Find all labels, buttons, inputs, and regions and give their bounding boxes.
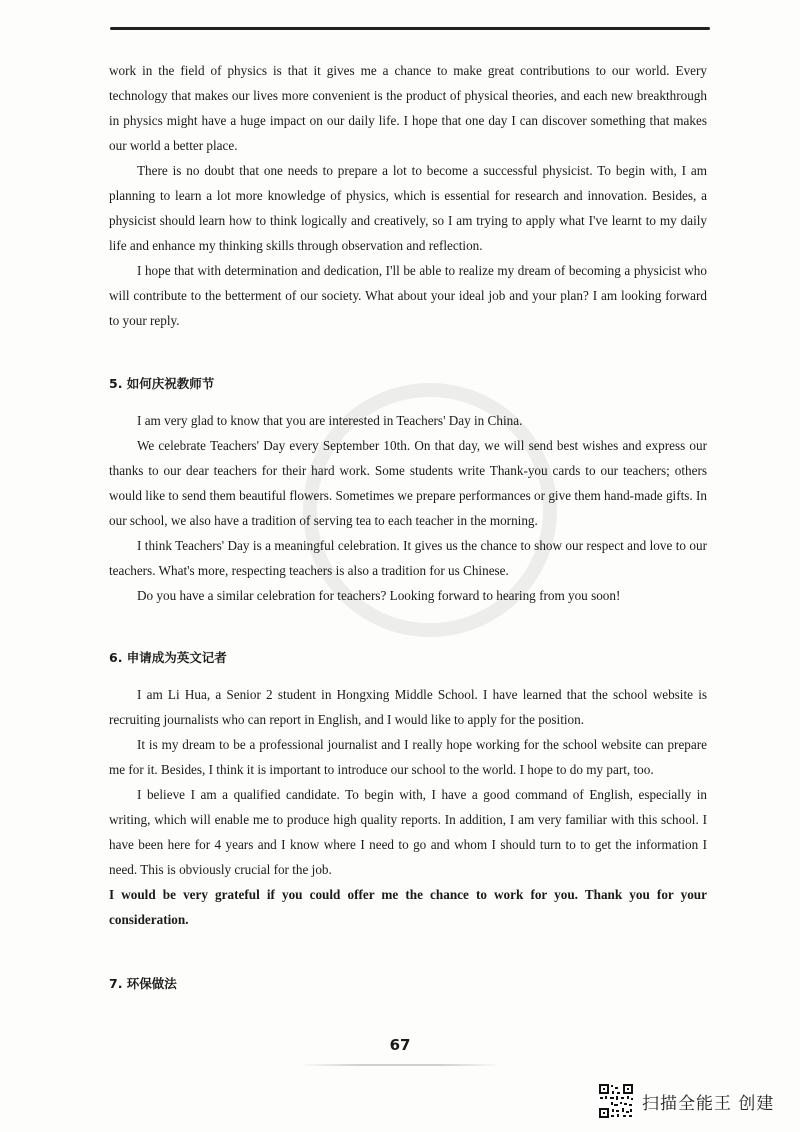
section-5-paragraph-4: Do you have a similar celebration for teachers? Looking forward to hearing from you soon! xyxy=(137,588,621,603)
section-6-paragraph-3: I believe I am a qualified candidate. To begin with, I have a good command of English, especially in writing, which will enable me to produce high quality reports. In addition, I am very familiar with this school. I have been here for 4 years and I know where I need to go and whom I should turn to to get the information I need. This is obviously crucial for the job. xyxy=(109,787,707,877)
section-6-paragraph-2: It is my dream to be a professional journalist and I really hope working for the school website can prepare me for it. Besides, I think it is important to introduce our school to the world. I hope to do my part, too. xyxy=(109,737,707,777)
page-content xyxy=(109,58,707,996)
scanner-watermark xyxy=(598,1083,774,1119)
page-number: 67 xyxy=(389,1036,411,1054)
qr-code-icon xyxy=(598,1083,634,1119)
intro-paragraph-1: work in the field of physics is that it gives me a chance to make great contributions to our world. Every technology that makes our lives more convenient is the product of physical theories, and each new breakthrough in physics might have a huge impact on our daily life. I hope that one day I can discover something that makes our world a better place. xyxy=(109,63,707,153)
section-7-heading: 7. 环保做法 xyxy=(109,976,177,991)
section-5-paragraph-1: I am very glad to know that you are interested in Teachers' Day in China. xyxy=(137,413,523,428)
intro-paragraph-3: I hope that with determination and dedication, I'll be able to realize my dream of becoming a physicist who will contribute to the betterment of our society. What about your ideal job and your plan? I am looking forward to your reply. xyxy=(109,263,707,328)
section-5-heading: 5. 如何庆祝教师节 xyxy=(109,376,215,391)
footer-rule xyxy=(300,1064,500,1066)
section-6-paragraph-1: I am Li Hua, a Senior 2 student in Hongxing Middle School. I have learned that the school website is recruiting journalists who can report in English, and I would like to apply for the position. xyxy=(109,687,707,727)
scanner-label: 扫描全能王 创建 xyxy=(642,1093,775,1114)
intro-paragraph-2: There is no doubt that one needs to prepare a lot to become a successful physicist. To begin with, I am planning to learn a lot more knowledge of physics, which is essential for research and innovation. Besides, a physicist should learn how to think logically and creatively, so I am trying to apply what I've learnt to my daily life and enhance my thinking skills through observation and reflection. xyxy=(109,163,707,253)
section-6-heading: 6. 申请成为英文记者 xyxy=(109,650,227,665)
section-5-paragraph-3: I think Teachers' Day is a meaningful celebration. It gives us the chance to show our respect and love to our teachers. What's more, respecting teachers is also a tradition for us Chinese. xyxy=(109,538,707,578)
section-6-closing: I would be very grateful if you could offer me the chance to work for you. Thank you for your consideration. xyxy=(109,887,707,927)
header-rule xyxy=(110,27,710,30)
section-5-paragraph-2: We celebrate Teachers' Day every September 10th. On that day, we will send best wishes and express our thanks to our dear teachers for their hard work. Some students write Thank-you cards to our teachers; others would like to send them beautiful flowers. Sometimes we prepare performances or give them hand-made gifts. In our school, we also have a tradition of serving tea to each teacher in the morning. xyxy=(109,438,707,528)
